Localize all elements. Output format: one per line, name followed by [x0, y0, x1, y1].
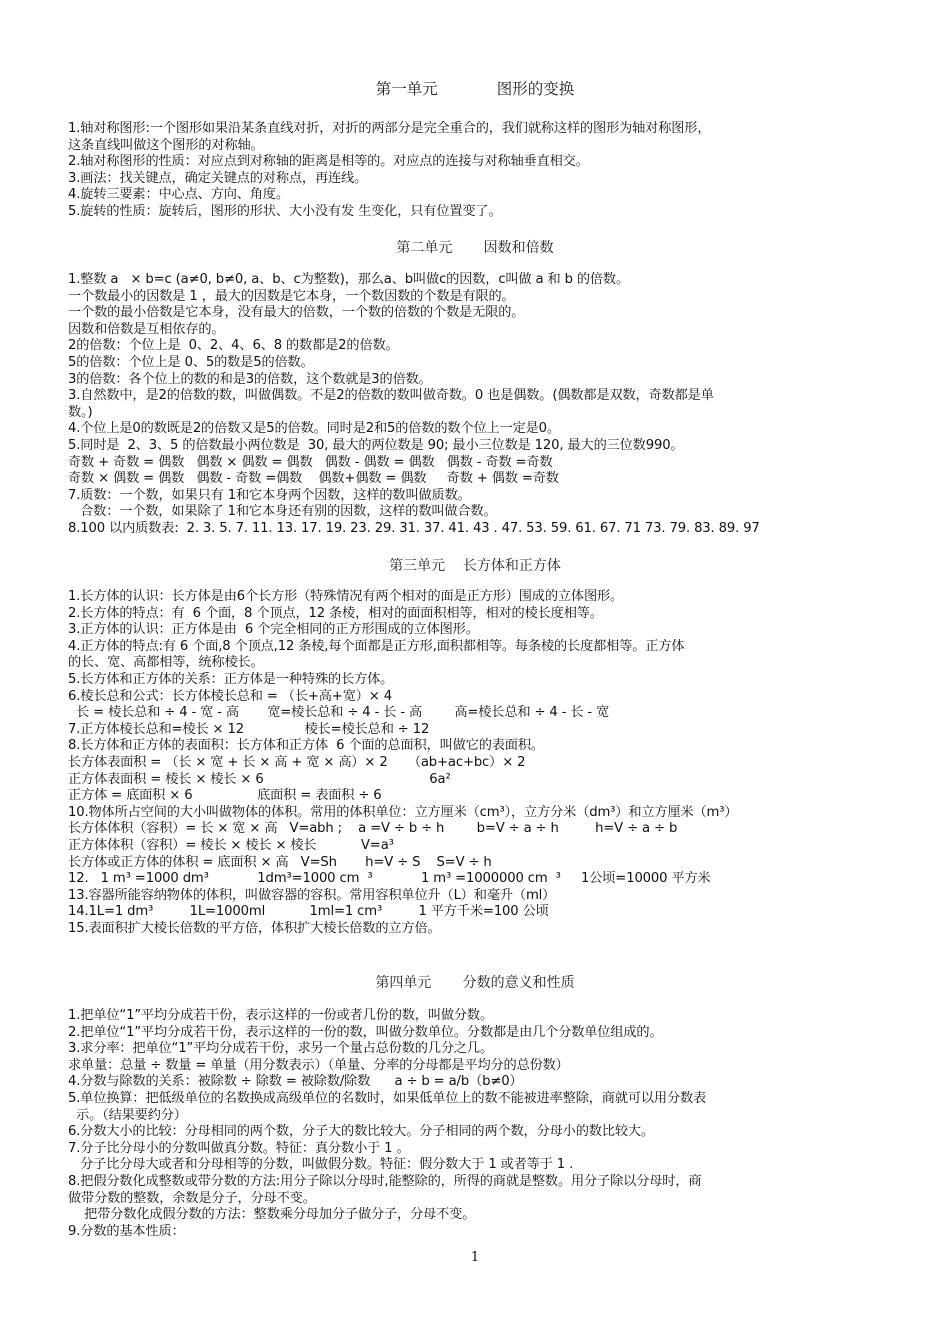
- page-number: 1: [470, 1250, 480, 1265]
- text-line: 4.个位上是0的数既是2的倍数又是5的倍数。同时是2和5的倍数的数个位上一定是0。: [68, 421, 560, 437]
- text-line: 3.求分率：把单位“1”平均分成若干份，求另一个量占总份数的几分之几。: [68, 1041, 494, 1057]
- text-line: 8.长方体和正方体的表面积：长方体和正方体 6 个面的总面积，叫做它的表面积。: [68, 738, 544, 754]
- unit-title-4: 第四单元 分数的意义和性质: [375, 975, 575, 991]
- text-line: 的长、宽、高都相等，统称棱长。: [68, 655, 264, 671]
- text-line: 4.旋转三要素：中心点、方向、角度。: [68, 187, 289, 203]
- unit-title-1: 第一单元 图形的变换: [375, 80, 575, 98]
- text-line: 做带分数的整数，余数是分子，分母不变。: [68, 1190, 316, 1206]
- unit-1-body: [68, 121, 886, 221]
- text-line: 正方体体积（容积）= 棱长 × 棱长 × 棱长 V=a³: [68, 837, 394, 853]
- text-line: 12. 1 m³ =1000 dm³ 1dm³=1000 cm ³ 1 m³ =1000000 cm ³ 1公顷=10000 平方米: [68, 871, 711, 887]
- text-line: 2的倍数：个位上是 0、2、4、6、8 的数都是2的倍数。: [68, 338, 399, 354]
- text-line: 奇数 + 奇数 = 偶数 偶数 × 偶数 = 偶数 偶数 - 偶数 = 偶数 偶数 - 奇数 =奇数: [68, 454, 553, 470]
- text-line: 6.分数大小的比较：分母相同的两个数，分子大的数比较大。分子相同的两个数，分母小的数比较大。: [68, 1124, 654, 1140]
- text-line: 示。（结果要约分）: [68, 1107, 187, 1123]
- text-line: 3.正方体的认识：正方体是由 6 个完全相同的正方形围成的立体图形。: [68, 622, 479, 638]
- text-line: 4.分数与除数的关系：被除数 ÷ 除数 = 被除数/除数 a ÷ b = a/b（b≠0）: [68, 1074, 523, 1090]
- unit-2-body: [68, 272, 886, 538]
- text-line: 5.长方体和正方体的关系：正方体是一种特殊的长方体。: [68, 671, 394, 687]
- text-line: 1.长方体的认识：长方体是由6个长方形（特殊情况有两个相对的面是正方形）围成的立体图形。: [68, 589, 624, 604]
- text-line: 1.整数 a × b=c (a≠0, b≠0, a、b、c为整数)，那么a、b叫做c的因数，c叫做 a 和 b 的倍数。: [68, 272, 629, 287]
- text-line: 9.分数的基本性质：: [68, 1223, 185, 1239]
- text-line: 数。): [68, 404, 93, 420]
- text-line: 因数和倍数是互相依存的。: [68, 321, 225, 337]
- text-line: 求单量：总量 ÷ 数量 = 单量（用分数表示）（单量、分率的分母都是平均分的总份数）: [68, 1057, 569, 1073]
- text-line: 3的倍数：各个位上的数的和是3的倍数，这个数就是3的倍数。: [68, 371, 432, 387]
- text-line: 这条直线叫做这个图形的对称轴。: [68, 137, 264, 153]
- text-line: 正方体 = 底面积 × 6 底面积 = 表面积 ÷ 6: [68, 788, 382, 804]
- text-line: 1.轴对称图形:一个图形如果沿某条直线对折，对折的两部分是完全重合的，我们就称这样的图形为轴对称图形，: [68, 121, 711, 136]
- text-line: 8.把假分数化成整数或带分数的方法:用分子除以分母时,能整除的，所得的商就是整数。用分子除以分母时，商: [68, 1173, 702, 1189]
- text-line: 13.容器所能容纳物体的体积，叫做容器的容积。常用容积单位升（L）和毫升（ml）: [68, 887, 556, 903]
- text-line: 3.自然数中，是2的倍数的数，叫做偶数。不是2的倍数的数叫做奇数。0 也是偶数。(偶数都是双数，奇数都是单: [68, 388, 714, 404]
- text-line: 5.同时是 2、3、5 的倍数最小两位数是 30, 最大的两位数是 90; 最小三位数是 120, 最大的三位数990。: [68, 437, 684, 453]
- text-line: 合数：一个数，如果除了 1和它本身还有别的因数，这样的数叫做合数。: [68, 504, 497, 520]
- text-line: 奇数 × 偶数 = 偶数 偶数 - 奇数 =偶数 偶数+偶数 = 偶数 奇数 + 偶数 =奇数: [68, 471, 559, 487]
- text-line: 7.正方体棱长总和=棱长 × 12 棱长=棱长总和 ÷ 12: [68, 721, 430, 737]
- text-line: 7.分子比分母小的分数叫做真分数。特征：真分数小于 1 。: [68, 1140, 410, 1156]
- text-line: 长方体体积（容积）= 长 × 宽 × 高 V=abh ; a =V ÷ b ÷ h b=V ÷ a ÷ h h=V ÷ a ÷ b: [68, 821, 678, 837]
- text-line: 6.棱长总和公式：长方体棱长总和 = （长+高+宽）× 4: [68, 688, 392, 704]
- text-line: 一个数最小的因数是 1 ，最大的因数是它本身，一个数因数的个数是有限的。: [68, 288, 515, 304]
- text-line: 1.把单位“1”平均分成若干份，表示这样的一份或者几份的数，叫做分数。: [68, 1008, 494, 1023]
- unit-3-body: [68, 589, 886, 937]
- unit-4-body: [68, 1008, 886, 1240]
- unit-title-2: 第二单元 因数和倍数: [396, 240, 554, 256]
- text-line: 2.轴对称图形的性质：对应点到对称轴的距离是相等的。对应点的连接与对称轴垂直相交。: [68, 154, 589, 170]
- text-line: 一个数的最小倍数是它本身，没有最大的倍数，一个数的倍数的个数是无限的。: [68, 305, 525, 321]
- text-line: 分子比分母大或者和分母相等的分数，叫做假分数。特征：假分数大于 1 或者等于 1 .: [68, 1157, 574, 1173]
- text-line: 10.物体所占空间的大小叫做物体的体积。常用的体积单位：立方厘米（cm³），立方分米（dm³）和立方厘米（m³）: [68, 804, 738, 820]
- text-line: 5.单位换算：把低级单位的名数换成高级单位的名数时，如果低单位上的数不能被进率整除，商就可以用分数表: [68, 1090, 707, 1106]
- text-line: 15.表面积扩大棱长倍数的平方倍，体积扩大棱长倍数的立方倍。: [68, 920, 441, 936]
- text-line: 5的倍数：个位上是 0、5的数是5的倍数。: [68, 354, 314, 370]
- text-line: 长 = 棱长总和 ÷ 4 - 宽 - 高 宽=棱长总和 ÷ 4 - 长 - 高 高=棱长总和 ÷ 4 - 长 - 宽: [68, 705, 610, 721]
- text-line: 4.正方体的特点:有 6 个面,8 个顶点,12 条棱,每个面都是正方形,面积都相等。每条棱的长度都相等。正方体: [68, 638, 685, 654]
- text-line: 3.画法：找关键点，确定关键点的对称点，再连线。: [68, 170, 368, 186]
- text-line: 2.长方体的特点：有 6 个面，8 个顶点，12 条棱，相对的面面积相等，相对的棱长度相等。: [68, 605, 603, 621]
- text-line: 14.1L=1 dm³ 1L=1000ml 1ml=1 cm³ 1 平方千米=100 公顷: [68, 904, 549, 920]
- unit-title-3: 第三单元 长方体和正方体: [389, 558, 561, 574]
- text-line: 把带分数化成假分数的方法：整数乘分母加分子做分子，分母不变。: [68, 1207, 476, 1223]
- text-line: 2.把单位“1”平均分成若干份，表示这样的一份的数，叫做分数单位。分数都是由几个分数单位组成的。: [68, 1024, 663, 1040]
- text-line: 7.质数：一个数，如果只有 1和它本身两个因数，这样的数叫做质数。: [68, 487, 471, 503]
- text-line: 8.100 以内质数表: 2. 3. 5. 7. 11. 13. 17. 19. 23. 29. 31. 37. 41. 43 . 47. 53. 59. 61. 67. 71 73. 79. 83. 89. 97: [68, 520, 760, 536]
- text-line: 长方体或正方体的体积 = 底面积 × 高 V=Sh h=V ÷ S S=V ÷ h: [68, 854, 492, 870]
- text-line: 正方体表面积 = 棱长 × 棱长 × 6 6a²: [68, 771, 451, 787]
- text-line: 5.旋转的性质：旋转后，图形的形状、大小没有发 生变化，只有位置变了。: [68, 203, 502, 219]
- text-line: 长方体表面积 = （长 × 宽 + 长 × 高 + 宽 × 高）× 2 （ab+ac+bc）× 2: [68, 754, 526, 770]
